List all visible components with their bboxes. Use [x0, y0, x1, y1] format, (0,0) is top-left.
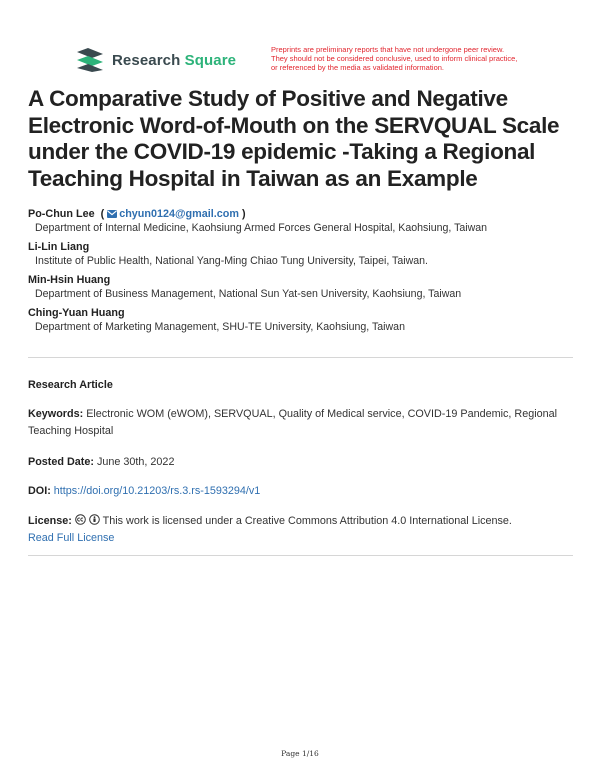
- article-type: Research Article: [28, 379, 113, 391]
- logo-text: Research Square: [112, 51, 237, 69]
- divider: [28, 357, 573, 358]
- preprint-disclaimer: Preprints are preliminary reports that have not undergone peer review. They should not be considered conclusive, used to inform clinical practice, or referenced by the media as validated information.: [271, 45, 518, 72]
- doi-label: DOI:: [28, 485, 51, 497]
- doi: [28, 483, 576, 500]
- research-square-logo[interactable]: [75, 47, 236, 73]
- author-affiliation: Department of Internal Medicine, Kaohsiung Armed Forces General Hospital, Kaohsiung, Taiwan: [35, 222, 488, 234]
- license-text: This work is licensed under a Creative Commons Attribution 4.0 International License.: [102, 515, 512, 527]
- doi-link[interactable]: https://doi.org/10.21203/rs.3.rs-1593294/v1: [53, 485, 261, 497]
- keywords: [28, 406, 576, 440]
- posted-date: [28, 454, 576, 471]
- research-square-logo-icon: [75, 48, 105, 72]
- keywords-label: Keywords:: [28, 408, 84, 420]
- read-full-license-link[interactable]: Read Full License: [28, 532, 115, 544]
- author-item: Po-Chun Lee ( chyun0124@gmail.com ) Department of Internal Medicine, Kaohsiung Armed Forces General Hospital, Kaohsiung, Taiwan: [28, 207, 576, 235]
- envelope-icon: [107, 210, 117, 218]
- license: [28, 513, 576, 547]
- paper-title: A Comparative Study of Positive and Negative Electronic Word-of-Mouth on the SERVQUAL Scale under the COVID-19 epidemic -Taking a Regional Teaching Hospital in Taiwan as an Example: [28, 86, 560, 191]
- license-label: License:: [28, 515, 72, 527]
- author-affiliation: Department of Business Management, National Sun Yat-sen University, Kaohsiung, Taiwan: [35, 288, 462, 300]
- page-number: Page 1/16: [281, 749, 319, 758]
- creative-commons-icon: [75, 514, 86, 525]
- author-name: Ching-Yuan Huang: [28, 307, 125, 319]
- author-item: [28, 240, 576, 268]
- posted-date-value: June 30th, 2022: [97, 456, 175, 468]
- divider: [28, 555, 573, 556]
- author-affiliation: Department of Marketing Management, SHU-TE University, Kaohsiung, Taiwan: [35, 321, 405, 333]
- posted-date-label: Posted Date:: [28, 456, 94, 468]
- author-name: Min-Hsin Huang: [28, 274, 111, 286]
- author-name: Po-Chun Lee: [28, 208, 95, 220]
- attribution-icon: [89, 514, 100, 525]
- keywords-value: Electronic WOM (eWOM), SERVQUAL, Quality of Medical service, COVID-19 Pandemic, Regional Teaching Hospital: [28, 408, 558, 437]
- author-list: [28, 207, 576, 339]
- author-affiliation: Institute of Public Health, National Yang-Ming Chiao Tung University, Taipei, Taiwan.: [35, 255, 428, 267]
- author-item: [28, 306, 576, 334]
- author-item: [28, 273, 576, 301]
- author-name: Li-Lin Liang: [28, 241, 90, 253]
- author-email-link[interactable]: chyun0124@gmail.com: [107, 208, 239, 220]
